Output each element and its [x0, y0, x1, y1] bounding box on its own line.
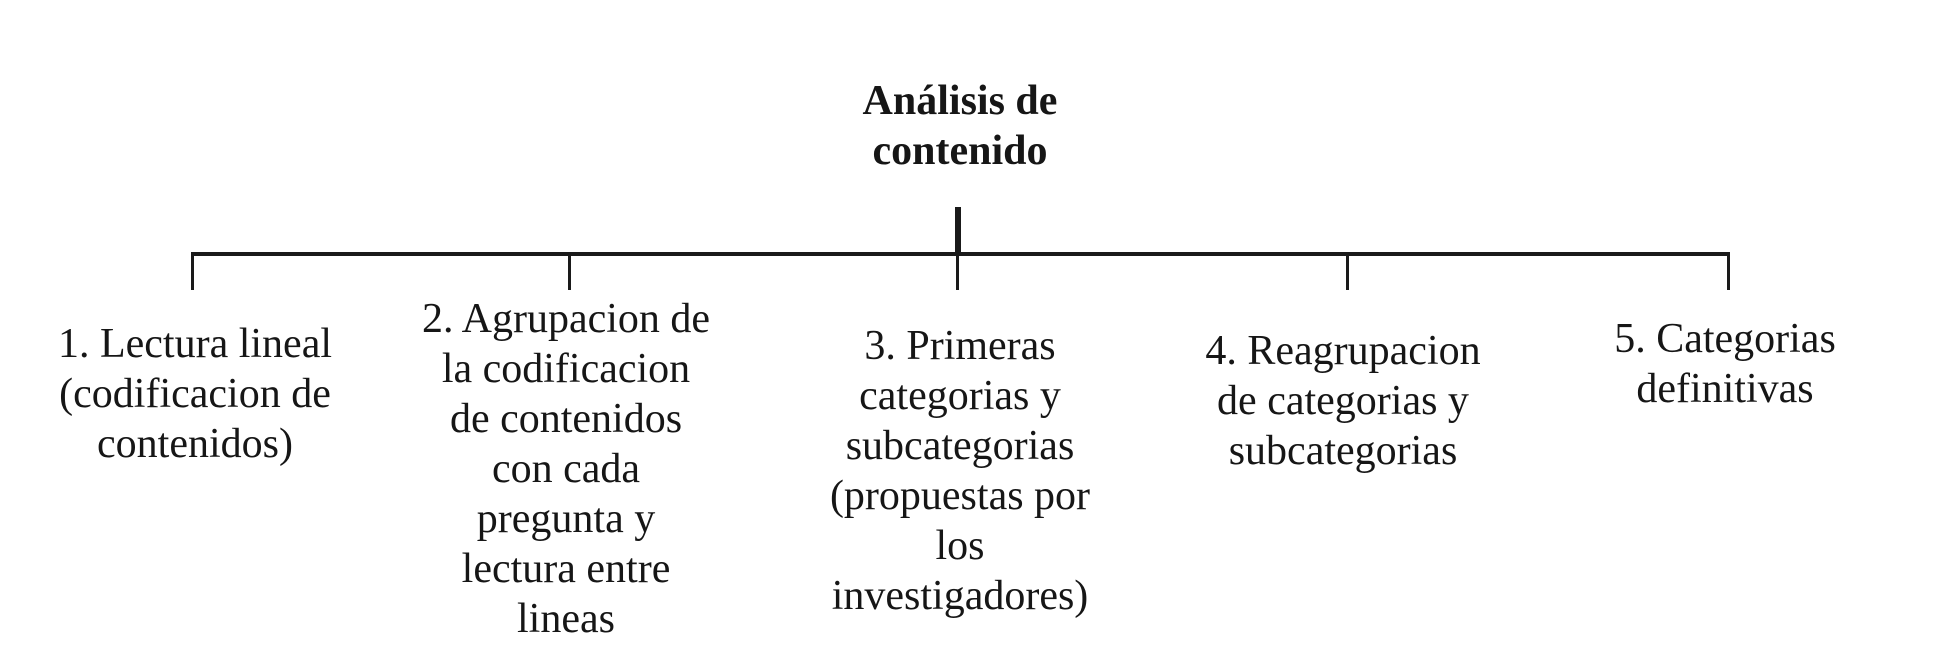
- branch-label-5: [1540, 314, 1910, 414]
- root-node-label: [760, 76, 1160, 176]
- branch-label-3: [775, 321, 1145, 621]
- branch-4-line-1: 4. Reagrupacion: [1205, 328, 1481, 374]
- horizontal-connector-line: [191, 252, 1730, 256]
- branch-3-line-5: los: [935, 523, 985, 569]
- branch-tick-5: [1727, 252, 1730, 290]
- branch-2-line-1: 2. Agrupacion de: [421, 296, 711, 342]
- branch-tick-1: [191, 252, 194, 290]
- branch-label-1: [10, 319, 380, 469]
- branch-3-line-2: categorias y: [859, 373, 1061, 419]
- branch-4-line-3: subcategorias: [1228, 428, 1458, 474]
- branch-2-line-3: de contenidos: [449, 396, 683, 442]
- branch-1-line-3: contenidos): [97, 421, 293, 467]
- branch-2-line-5: pregunta y: [476, 496, 656, 542]
- branch-3-line-6: investigadores): [831, 573, 1089, 619]
- branch-tick-2: [568, 252, 571, 290]
- root-stub-line: [955, 207, 961, 254]
- branch-tick-3: [956, 252, 959, 290]
- branch-label-2: [381, 294, 751, 644]
- branch-tick-4: [1346, 252, 1349, 290]
- branch-2-line-2: la codificacion: [441, 346, 691, 392]
- branch-5-line-1: 5. Categorias: [1614, 316, 1836, 362]
- branch-3-line-4: (propuestas por: [829, 473, 1091, 519]
- branch-2-line-4: con cada: [491, 446, 641, 492]
- branch-2-line-7: lineas: [517, 596, 615, 642]
- branch-3-line-1: 3. Primeras: [864, 323, 1056, 369]
- branch-1-line-2: (codificacion de: [59, 371, 331, 417]
- branch-3-line-3: subcategorias: [845, 423, 1075, 469]
- root-label-line-2: contenido: [872, 128, 1048, 174]
- branch-1-line-1: 1. Lectura lineal: [57, 321, 333, 367]
- branch-4-line-2: de categorias y: [1217, 378, 1469, 424]
- branch-5-line-2: definitivas: [1636, 366, 1814, 412]
- root-label-line-1: Análisis de: [862, 78, 1058, 124]
- branch-label-4: [1158, 326, 1528, 476]
- branch-2-line-6: lectura entre: [461, 546, 671, 592]
